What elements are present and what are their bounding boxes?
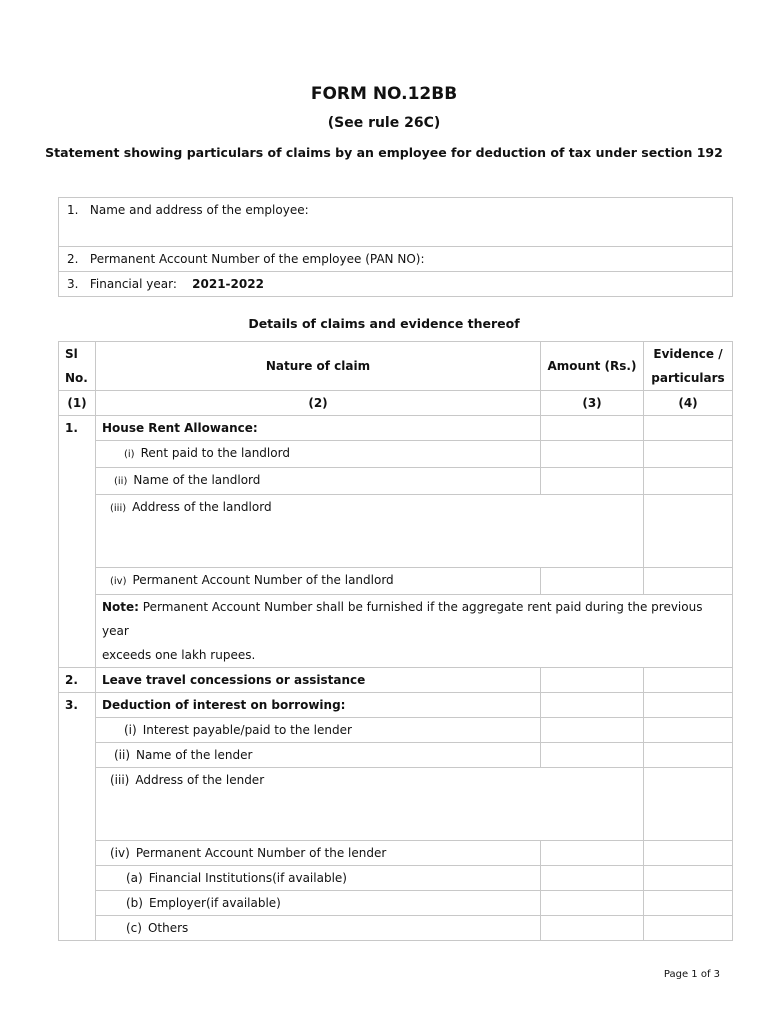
ltc-row bbox=[59, 668, 733, 693]
evidence-header: Evidence / particulars bbox=[644, 342, 733, 391]
evidence-cell[interactable] bbox=[644, 743, 733, 768]
interest-item-row bbox=[59, 841, 733, 866]
form-title: FORM NO.12BB bbox=[310, 84, 458, 104]
sl-no-header: Sl No. bbox=[59, 342, 96, 391]
amount-cell[interactable] bbox=[541, 841, 644, 866]
employee-pan-label: Permanent Account Number of the employee (PAN NO): bbox=[89, 252, 425, 266]
hra-landlord-name: (ii) Name of the landlord bbox=[96, 468, 541, 495]
amount-cell[interactable] bbox=[541, 891, 644, 916]
evidence-cell[interactable] bbox=[644, 495, 733, 568]
info-row-pan bbox=[59, 247, 733, 272]
amount-cell[interactable] bbox=[541, 693, 644, 718]
evidence-cell[interactable] bbox=[644, 668, 733, 693]
info-number: 3. bbox=[67, 277, 79, 291]
hra-label: House Rent Allowance: bbox=[96, 416, 541, 441]
amount-cell[interactable] bbox=[541, 416, 644, 441]
col-num: (3) bbox=[541, 391, 644, 416]
lender-name: (ii) Name of the lender bbox=[96, 743, 541, 768]
financial-year-label: Financial year: bbox=[89, 277, 177, 291]
interest-payable: (i) Interest payable/paid to the lender bbox=[96, 718, 541, 743]
lender-type-others: (c) Others bbox=[96, 916, 541, 941]
amount-cell[interactable] bbox=[541, 866, 644, 891]
info-number: 2. bbox=[67, 252, 79, 266]
page-number: Page 1 of 3 bbox=[663, 969, 720, 980]
claims-header-row bbox=[59, 342, 733, 391]
hra-note: Note: Permanent Account Number shall be furnished if the aggregate rent paid during the previous year exceeds one lakh rupees. bbox=[96, 595, 733, 668]
col-num: (1) bbox=[59, 391, 96, 416]
row-number: 2. bbox=[59, 668, 96, 693]
lender-pan: (iv) Permanent Account Number of the lender bbox=[96, 841, 541, 866]
employee-info-table bbox=[58, 197, 733, 297]
evidence-cell[interactable] bbox=[644, 916, 733, 941]
interest-item-row bbox=[59, 768, 733, 841]
hra-note-row bbox=[59, 595, 733, 668]
evidence-cell[interactable] bbox=[644, 568, 733, 595]
lender-type-employer: (b) Employer(if available) bbox=[96, 891, 541, 916]
lender-address: (iii) Address of the lender bbox=[96, 768, 644, 841]
amount-cell[interactable] bbox=[541, 568, 644, 595]
amount-cell[interactable] bbox=[541, 743, 644, 768]
amount-cell[interactable] bbox=[541, 468, 644, 495]
info-number: 1. bbox=[67, 203, 79, 217]
amount-header: Amount (Rs.) bbox=[541, 342, 644, 391]
evidence-cell[interactable] bbox=[644, 768, 733, 841]
employee-name-address-label: Name and address of the employee: bbox=[89, 203, 309, 217]
lender-type-row bbox=[59, 916, 733, 941]
evidence-cell[interactable] bbox=[644, 441, 733, 468]
evidence-cell[interactable] bbox=[644, 718, 733, 743]
info-row-name bbox=[59, 198, 733, 247]
hra-rent-paid: (i) Rent paid to the landlord bbox=[96, 441, 541, 468]
form-rule: (See rule 26C) bbox=[327, 115, 441, 131]
col-num: (2) bbox=[96, 391, 541, 416]
claims-heading: Details of claims and evidence thereof bbox=[248, 316, 520, 331]
hra-landlord-address: (iii) Address of the landlord bbox=[96, 495, 644, 568]
amount-cell[interactable] bbox=[541, 668, 644, 693]
ltc-label: Leave travel concessions or assistance bbox=[96, 668, 541, 693]
hra-row bbox=[59, 416, 733, 441]
form-subtitle: Statement showing particulars of claims by an employee for deduction of tax under section 192 bbox=[45, 145, 723, 160]
claims-table bbox=[58, 341, 733, 941]
evidence-cell[interactable] bbox=[644, 891, 733, 916]
financial-year-value: 2021-2022 bbox=[192, 277, 264, 291]
row-number: 1. bbox=[59, 416, 96, 441]
info-row-year bbox=[59, 272, 733, 297]
hra-item-row bbox=[59, 441, 733, 468]
evidence-cell[interactable] bbox=[644, 468, 733, 495]
evidence-cell[interactable] bbox=[644, 693, 733, 718]
evidence-cell[interactable] bbox=[644, 416, 733, 441]
hra-item-row bbox=[59, 568, 733, 595]
amount-cell[interactable] bbox=[541, 441, 644, 468]
amount-cell[interactable] bbox=[541, 916, 644, 941]
col-num: (4) bbox=[644, 391, 733, 416]
column-number-row bbox=[59, 391, 733, 416]
lender-type-row bbox=[59, 866, 733, 891]
interest-item-row bbox=[59, 718, 733, 743]
amount-cell[interactable] bbox=[541, 718, 644, 743]
row-number: 3. bbox=[59, 693, 96, 718]
hra-item-row bbox=[59, 468, 733, 495]
evidence-cell[interactable] bbox=[644, 866, 733, 891]
hra-landlord-pan: (iv) Permanent Account Number of the landlord bbox=[96, 568, 541, 595]
nature-header: Nature of claim bbox=[96, 342, 541, 391]
hra-item-row bbox=[59, 495, 733, 568]
interest-row bbox=[59, 693, 733, 718]
evidence-cell[interactable] bbox=[644, 841, 733, 866]
interest-label: Deduction of interest on borrowing: bbox=[96, 693, 541, 718]
interest-item-row bbox=[59, 743, 733, 768]
lender-type-row bbox=[59, 891, 733, 916]
lender-type-financial: (a) Financial Institutions(if available) bbox=[96, 866, 541, 891]
